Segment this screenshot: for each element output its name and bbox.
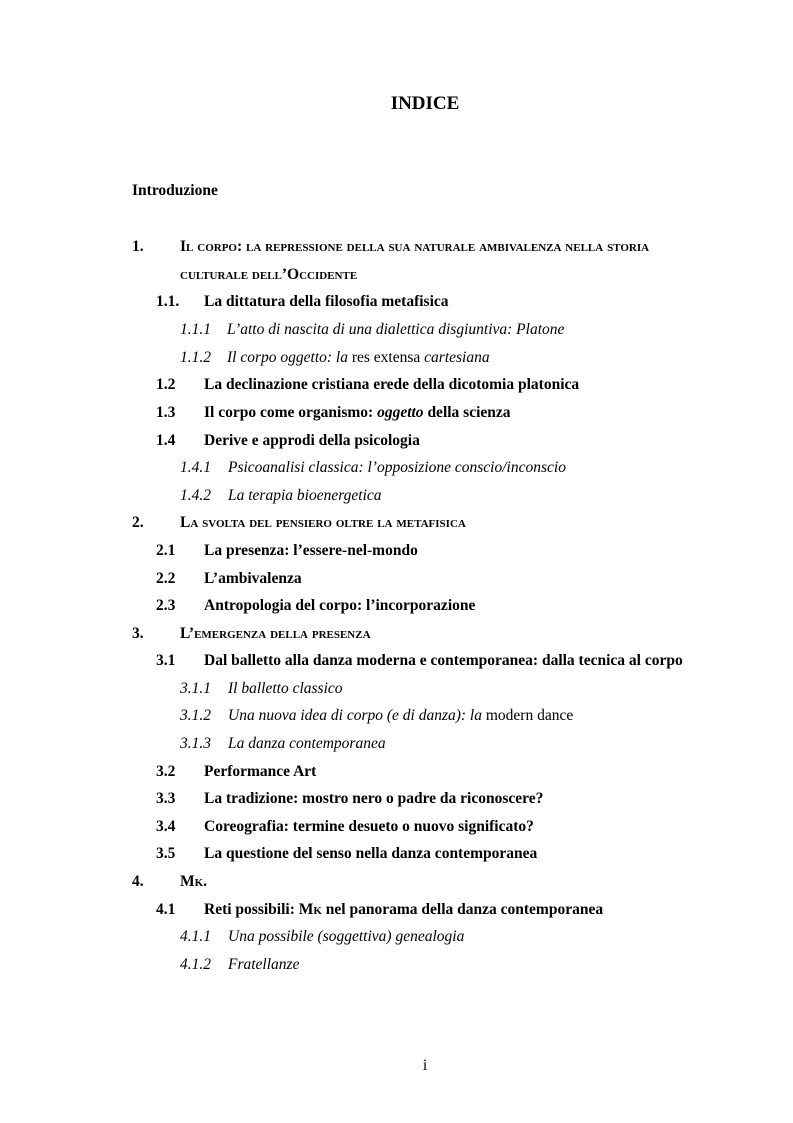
toc-number: 3.5 [156,845,176,862]
toc-number: 1.4 [156,432,176,449]
toc-title-part: Reti possibili: [204,901,299,918]
toc-number: 3.4 [156,818,176,835]
toc-number: 4.1.1 [180,928,211,945]
toc-title: La tradizione: mostro nero o padre da riconoscere? [204,790,544,807]
toc-title: Antropologia del corpo: l’incorporazione [204,597,476,614]
toc-number: 3.1.3 [180,735,211,752]
toc-title: L’ambivalenza [204,570,302,587]
page-number: i [422,1057,428,1074]
toc-title [204,404,511,422]
toc-title-part: modern dance [485,707,574,724]
toc-title: Derive e approdi della psicologia [204,432,420,449]
toc-number: 3.1 [156,652,176,669]
toc-title: Psicoanalisi classica: l’opposizione conscio/inconscio [228,459,566,476]
toc-title-part: Una nuova idea di corpo (e di danza): la [228,707,486,724]
toc-title: Coreografia: termine desueto o nuovo significato? [204,818,534,835]
toc-number: 1.3 [156,404,176,421]
toc-number: 2.1 [156,542,176,559]
page-title: INDICE [390,93,460,114]
toc-number: 1. [132,238,144,255]
toc-number: 1.1. [156,293,180,310]
toc-number: 1.1.2 [180,349,211,366]
toc-introduction: Introduzione [132,182,218,199]
toc-title-part: della scienza [423,404,511,421]
toc-title: La dittatura della filosofia metafisica [204,293,449,310]
toc-title-part: Mk [298,901,322,918]
toc-number: 3.3 [156,790,176,807]
toc-title [228,707,573,725]
toc-number: 2.3 [156,597,176,614]
toc-number: 2. [132,514,144,531]
toc-title: Il corpo: la repressione della sua naturale ambivalenza nella storia [180,238,650,255]
toc-title-part: res extensa [351,349,421,366]
toc-title-part: oggetto [377,404,424,421]
toc-title: La questione del senso nella danza contemporanea [204,845,538,862]
toc-title: La terapia bioenergetica [228,487,382,504]
toc-number: 1.4.2 [180,487,211,504]
toc-title-part: Il corpo oggetto: la [227,349,352,366]
toc-number: 3.2 [156,763,176,780]
toc-number: 3.1.1 [180,680,211,697]
toc-number: 1.4.1 [180,459,211,476]
toc-title: La declinazione cristiana erede della dicotomia platonica [204,376,580,393]
toc-number: 1.1.1 [180,321,211,338]
toc-title: Una possibile (soggettiva) genealogia [228,928,465,945]
toc-title: Fratellanze [228,956,300,973]
toc-number: 3. [132,625,144,642]
toc-title: Il balletto classico [228,680,343,697]
toc-title: Performance Art [204,763,317,780]
toc-title: L’atto di nascita di una dialettica disgiuntiva: Platone [227,321,565,338]
toc-number: 2.2 [156,570,176,587]
toc-title: La danza contemporanea [228,735,386,752]
toc-title: Mk. [180,873,208,890]
toc-title-part: Il corpo come organismo: [204,404,378,421]
toc-title: culturale dell’Occidente [180,266,358,283]
toc-title-part: nel panorama della danza contemporanea [321,901,604,918]
toc-title [204,901,603,919]
toc-number: 4.1.2 [180,956,211,973]
toc-title [227,349,490,367]
toc-title: La presenza: l’essere-nel-mondo [204,542,418,559]
toc-title: L’emergenza della presenza [180,625,371,642]
toc-number: 1.2 [156,376,176,393]
toc-number: 3.1.2 [180,707,211,724]
toc-title: Dal balletto alla danza moderna e contemporanea: dalla tecnica al corpo [204,652,683,669]
toc-number: 4. [132,873,144,890]
toc-number: 4.1 [156,901,176,918]
toc-title-part: cartesiana [420,349,490,366]
toc-title: La svolta del pensiero oltre la metafisica [180,514,466,531]
